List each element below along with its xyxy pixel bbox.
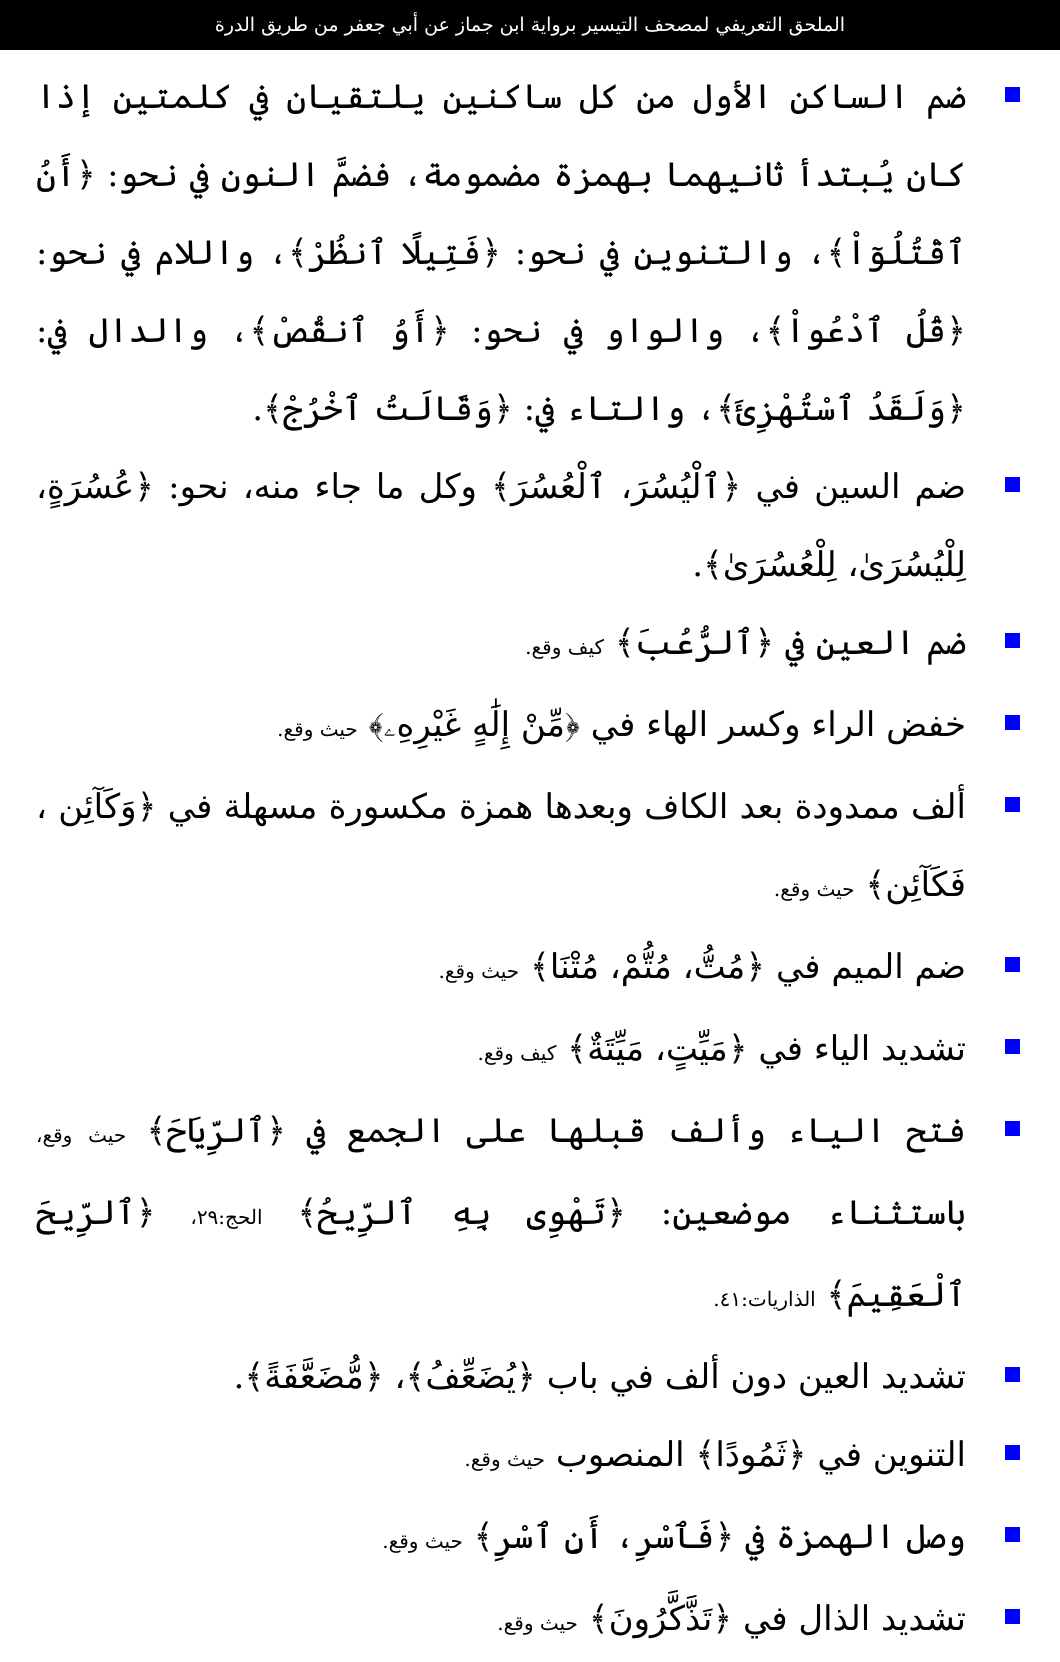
- list-item: [36, 1416, 1026, 1498]
- list-item: [36, 1498, 1026, 1580]
- square-bullet-icon: [1005, 1445, 1020, 1460]
- list-item: [36, 1338, 1026, 1416]
- item-note: حيث وقع.: [382, 1529, 463, 1553]
- item-note: حيث وقع.: [497, 1611, 578, 1635]
- rules-list: [36, 58, 1026, 1662]
- item-note: كيف وقع.: [525, 635, 604, 659]
- square-bullet-icon: [1005, 1121, 1020, 1136]
- header-title: الملحق التعريفي لمصحف التيسير برواية ابن جماز عن أبي جعفر من طريق الدرة: [214, 14, 846, 36]
- item-text: خفض الراء وكسر الهاء في ﴿مِّنْ إِلَٰهٍ غَيْرِهِۦ﴾: [368, 705, 966, 745]
- list-item: [36, 1580, 1026, 1662]
- item-text: ضم العين في ﴿ٱلرُّعُبَ﴾: [614, 623, 966, 663]
- square-bullet-icon: [1005, 1527, 1020, 1542]
- list-item: [36, 686, 1026, 768]
- item-text: ضم السين في ﴿ٱلْيُسُرَ، ٱلْعُسُرَ﴾ وكل ما جاء منه، نحو: ﴿عُسُرَةٍ، لِلْيُسُرَىٰ، لِلْعُسُرَىٰ﴾.: [36, 467, 966, 585]
- square-bullet-icon: [1005, 1609, 1020, 1624]
- item-note: كيف وقع.: [477, 1041, 557, 1065]
- list-item: [36, 58, 1026, 448]
- item-text: وصل الهمزة في ﴿فَٱسْرِ، أَنِ ٱسْرِ﴾: [473, 1517, 966, 1557]
- item-note-reference: الحج:٢٩،: [190, 1205, 263, 1229]
- item-text: تشديد العين دون ألف في باب ﴿يُضَعِّفُ﴾، ﴿مُّضَعَّفَةً﴾.: [233, 1357, 966, 1397]
- square-bullet-icon: [1005, 1367, 1020, 1382]
- item-note: حيث وقع،: [36, 1123, 127, 1147]
- square-bullet-icon: [1005, 715, 1020, 730]
- item-text: ألف ممدودة بعد الكاف وبعدها همزة مكسورة مسهلة في ﴿وَكَآئِن ، فَكَآئِن﴾: [36, 787, 966, 905]
- item-note: حيث وقع.: [277, 717, 358, 741]
- square-bullet-icon: [1005, 1039, 1020, 1054]
- item-text: ضم الميم في ﴿مُتُّ، مُتُّمْ، مُتْنَا﴾: [529, 947, 966, 987]
- list-item: [36, 768, 1026, 928]
- item-note: حيث وقع.: [464, 1447, 546, 1471]
- item-text-continued: باستثناء موضعين: ﴿تَهْوِى بِهِ ٱلرِّيحُ﴾: [297, 1193, 966, 1233]
- item-text: ضم الساكن الأول من كل ساكنين يلتقيان في كلمتين إذا كان يُبتدأ ثانيهما بهمزة مضمومة، فضمَّ النون في نحو: ﴿أَنُ ٱقْتُلُوٓاْ﴾، والتنوين في نحو: ﴿فَتِيلًا ٱنظُرْ﴾، واللام في نحو: ﴿قُلُ ٱدْعُواْ﴾، والواو في نحو: ﴿أَوُ ٱنقُصْ﴾، والدال في: ﴿وَلَقَدُ ٱسْتُهْزِئَ﴾، والتاء في: ﴿وَقَالَتُ ٱخْرُجْ﴾.: [36, 77, 966, 429]
- item-text-continued: ﴿ٱلرِّيحَ ٱلْعَقِيمَ﴾: [36, 1193, 966, 1315]
- list-item: [36, 1092, 1026, 1338]
- item-text: تشديد الذال في ﴿تَذَّكَّرُونَ﴾: [588, 1599, 966, 1639]
- item-note-reference: الذاريات:٤١.: [713, 1287, 816, 1311]
- square-bullet-icon: [1005, 957, 1020, 972]
- square-bullet-icon: [1005, 633, 1020, 648]
- item-text: التنوين في ﴿ثَمُودًا﴾ المنصوب: [555, 1435, 966, 1475]
- item-note: حيث وقع.: [773, 877, 855, 901]
- square-bullet-icon: [1005, 477, 1020, 492]
- page-header: [0, 0, 1060, 50]
- list-item: [36, 604, 1026, 686]
- square-bullet-icon: [1005, 87, 1020, 102]
- item-text: تشديد الياء في ﴿مَيِّتٍ، مَيِّتَةٌ﴾: [567, 1029, 966, 1069]
- item-text: فتح الياء وألف قبلها على الجمع في ﴿ٱلرِّيَاحَ﴾: [146, 1111, 967, 1151]
- list-item: [36, 928, 1026, 1010]
- square-bullet-icon: [1005, 797, 1020, 812]
- item-note: حيث وقع.: [438, 959, 520, 983]
- list-item: [36, 1010, 1026, 1092]
- list-item: [36, 448, 1026, 604]
